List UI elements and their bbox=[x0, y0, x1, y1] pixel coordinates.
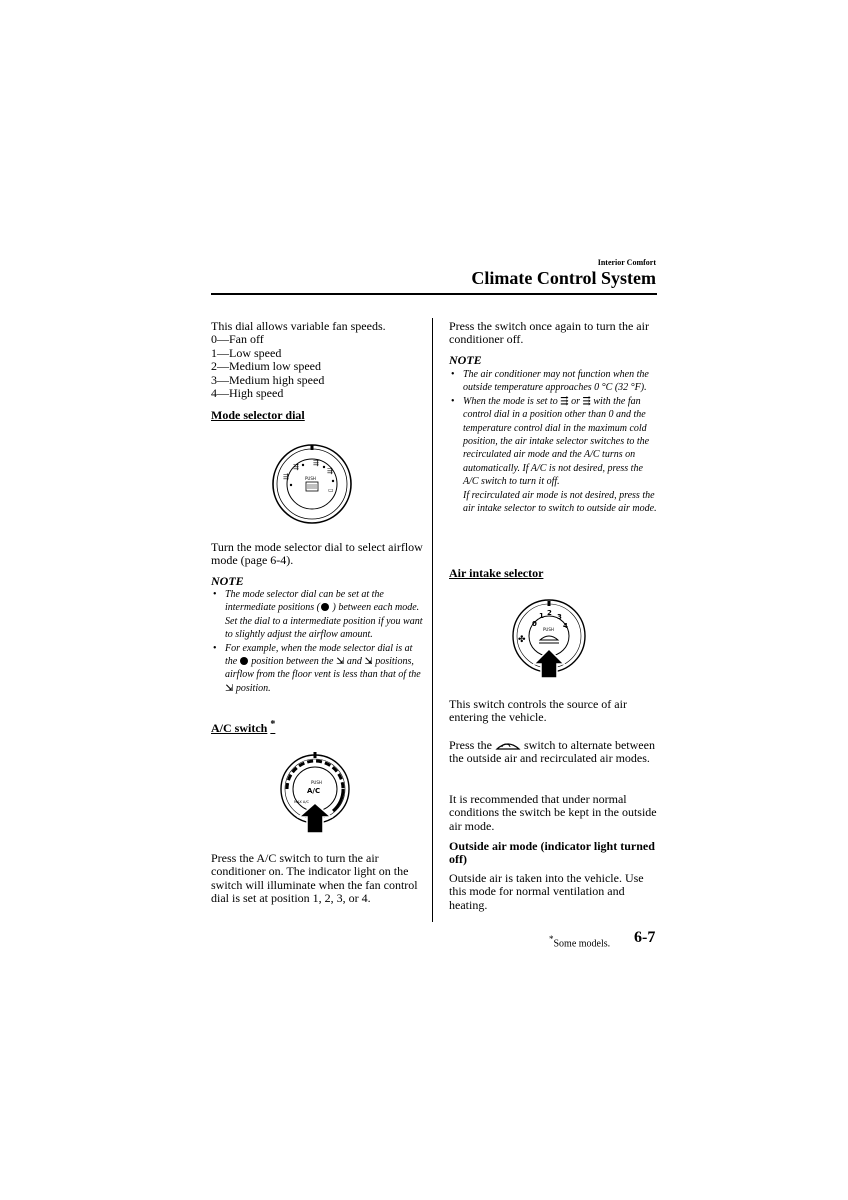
recommend-block bbox=[449, 793, 657, 833]
fan-position-2: 2 bbox=[547, 609, 552, 617]
ac-note-1-text: The air conditioner may not function when the outside temperature approaches 0 °C (32 °F). bbox=[463, 369, 649, 394]
outside-heading-block bbox=[449, 840, 657, 867]
off-text-block bbox=[449, 320, 657, 347]
mode-note-1 bbox=[211, 588, 423, 642]
fan-intro: This dial allows variable fan speeds. bbox=[211, 319, 386, 333]
header-rule bbox=[211, 293, 657, 295]
mode-note-1-a: The mode selector dial can be set at the intermediate positions ( bbox=[225, 589, 384, 614]
fan-speed-2: 2—Medium low speed bbox=[211, 359, 321, 374]
face-mode-icon: ⇶ bbox=[582, 395, 591, 407]
fan-speed-1: 1—Low speed bbox=[211, 345, 282, 360]
svg-text:⇶: ⇶ bbox=[327, 467, 333, 475]
mode-text: Turn the mode selector dial to select airflow mode (page 6-4). bbox=[211, 540, 423, 568]
mode-note-2-d: positions, airflow from the floor vent is less than that of the bbox=[225, 656, 421, 681]
mode-note-2-a: For example, when the mode selector dial is at the bbox=[225, 642, 413, 668]
svg-text:✤: ✤ bbox=[518, 635, 526, 645]
ac-dial-push-label: PUSH bbox=[311, 780, 322, 785]
mode-dial-push-label: PUSH bbox=[305, 476, 316, 481]
fan-position-4: 4 bbox=[563, 622, 568, 630]
ac-note-2-d: If recirculated air mode is not desired, press the air intake selector to switch to outside air mode. bbox=[463, 489, 657, 515]
ac-text: Press the A/C switch to turn the air conditioner on. The indicator light on the switch will illuminate when the fan control dial is set at position 1, 2, 3, or 4. bbox=[211, 851, 418, 906]
ac-note-2 bbox=[449, 395, 657, 516]
intake-text: This switch controls the source of air entering the vehicle. bbox=[449, 697, 627, 725]
intake-text-block bbox=[449, 698, 657, 725]
fan-speed-0: 0—Fan off bbox=[211, 332, 264, 347]
floor-defrost-mode-icon: ⇲ bbox=[225, 682, 234, 694]
fan-position-1: 1 bbox=[539, 612, 544, 620]
mode-text-block bbox=[211, 541, 423, 568]
footer-note bbox=[549, 934, 610, 949]
mode-note-list bbox=[211, 588, 423, 695]
mode-note-2-c: and bbox=[346, 656, 362, 668]
mode-note-2 bbox=[211, 642, 423, 696]
ac-switch-heading bbox=[211, 719, 275, 736]
ac-switch-heading-text: A/C switch bbox=[211, 721, 268, 735]
ac-switch-star: * bbox=[270, 719, 276, 730]
ac-note-1 bbox=[449, 368, 657, 395]
press-text-a: Press the bbox=[449, 738, 492, 752]
ac-dial-label: A/C bbox=[307, 787, 321, 795]
svg-text:⇶: ⇶ bbox=[313, 459, 319, 467]
ac-note-list bbox=[449, 368, 657, 515]
fan-position-0: 0 bbox=[532, 620, 537, 628]
fan-speed-3: 3—Medium high speed bbox=[211, 372, 325, 387]
page-number: 6-7 bbox=[634, 929, 656, 946]
fan-speed-4: 4—High speed bbox=[211, 386, 284, 401]
face-floor-mode-icon: ⇶ bbox=[560, 395, 569, 407]
svg-text:⇶: ⇶ bbox=[293, 463, 299, 471]
mode-note-label: NOTE bbox=[211, 574, 244, 588]
outside-air-heading: Outside air mode (indicator light turned off) bbox=[449, 839, 655, 867]
mode-note-1-b: ) between each mode. Set the dial to a intermediate position if you want to slightly adjust the airflow amount. bbox=[225, 602, 423, 641]
intake-push-label: PUSH bbox=[543, 627, 554, 632]
air-intake-figure bbox=[510, 598, 588, 680]
air-intake-heading: Air intake selector bbox=[449, 566, 544, 580]
press-text-b: switch to alternate between the outside air and recirculated air modes. bbox=[449, 738, 655, 766]
floor-mode-icon: ⇲ bbox=[335, 656, 345, 668]
ac-dial-side-label: MAX A/C bbox=[294, 800, 309, 804]
outside-text-block bbox=[449, 872, 657, 912]
ac-switch-figure bbox=[279, 749, 351, 835]
floor-defrost-mode-icon: ⇲ bbox=[364, 656, 373, 668]
ac-note-2-b: or bbox=[571, 395, 580, 407]
outside-air-text: Outside air is taken into the vehicle. Use this mode for normal ventilation and heating. bbox=[449, 871, 644, 912]
footer-models: Some models. bbox=[553, 938, 611, 950]
svg-text:▭: ▭ bbox=[328, 487, 334, 494]
mode-selector-dial-figure bbox=[267, 443, 357, 525]
ac-text-block bbox=[211, 852, 423, 906]
ac-note-2-a: When the mode is set to bbox=[463, 395, 558, 407]
ac-note-2-c: with the fan control dial in a position other than 0 and the temperature control dial in the maximum cold position, the air intake selector switches to the recirculated air mode and the A/C turns on automatically. If A/C is not desired, press the A/C switch to turn it off. bbox=[463, 395, 650, 488]
mode-note-2-e: position. bbox=[235, 682, 271, 694]
svg-text:⇶: ⇶ bbox=[283, 473, 289, 481]
recommend-text: It is recommended that under normal conditions the switch be kept in the outside air mode. bbox=[449, 792, 657, 833]
intermediate-dot-icon bbox=[321, 603, 329, 611]
page-title: Climate Control System bbox=[471, 268, 656, 288]
column-divider bbox=[432, 318, 433, 922]
off-text: Press the switch once again to turn the air conditioner off. bbox=[449, 319, 649, 347]
left-column bbox=[211, 320, 423, 400]
intermediate-dot-icon bbox=[240, 657, 248, 665]
mode-selector-heading: Mode selector dial bbox=[211, 408, 305, 422]
press-text-block bbox=[449, 739, 657, 766]
press-text bbox=[449, 739, 657, 766]
mode-note-2-b: position between the bbox=[251, 656, 334, 668]
section-label: Interior Comfort bbox=[597, 258, 656, 267]
fan-position-3: 3 bbox=[557, 613, 562, 621]
footer-star: * bbox=[549, 934, 554, 944]
ac-note-label: NOTE bbox=[449, 353, 482, 367]
